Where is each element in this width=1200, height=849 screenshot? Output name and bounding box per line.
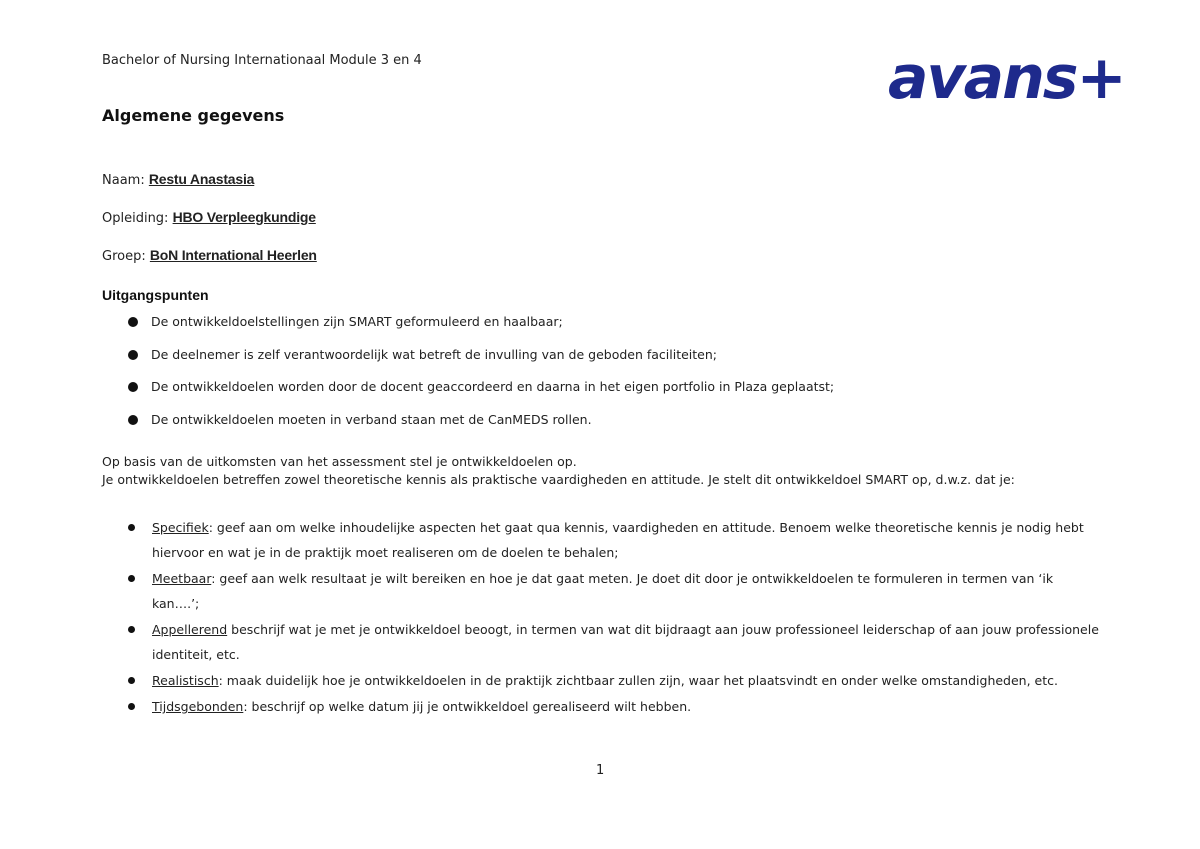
smart-term: Realistisch [152,673,219,688]
paragraph-line: Je ontwikkeldoelen betreffen zowel theoretische kennis als praktische vaardigheden en attitude. Je stelt dit ontwikkeldoel SMART op, d.w.z. dat je: [102,472,1015,487]
page-number: 1 [596,763,605,778]
bullet-icon [128,677,135,684]
smart-term: Meetbaar [152,571,212,586]
list-item: De ontwikkeldoelen worden door de docent geaccordeerd en daarna in het eigen portfolio in Plaza geplaatst; [128,378,834,411]
svg-text:avans+: avans+ [888,48,1125,108]
uitgangspunten-list [128,313,834,443]
intro-paragraph [102,453,1102,489]
field-opleiding-label: Opleiding: [102,211,169,226]
field-opleiding [102,209,316,226]
smart-item-appellerend: Appellerend beschrijf wat je met je ontwikkeldoel beoogt, in termen van wat dit bijdraagt aan jouw professioneel leiderschap of aan jouw professionele identiteit, etc. [128,617,1103,667]
field-naam [102,171,254,188]
smart-term: Appellerend [152,622,228,637]
smart-list [128,515,1103,720]
list-item: De deelnemer is zelf verantwoordelijk wat betreft de invulling van de geboden faciliteiten; [128,346,834,379]
bullet-icon [128,415,138,425]
smart-item-specifiek: Specifiek: geef aan om welke inhoudelijke aspecten het gaat qua kennis, vaardigheden en attitude. Benoem welke theoretische kennis je nodig hebt hiervoor en wat je in de praktijk moet realiseren om de doelen te behalen; [128,515,1103,565]
bullet-icon [128,350,138,360]
list-item: De ontwikkeldoelstellingen zijn SMART geformuleerd en haalbaar; [128,313,834,346]
field-groep-value: BoN International Heerlen [149,247,317,263]
smart-term: Specifiek [152,520,209,535]
smart-term: Tijdsgebonden [152,699,244,714]
avans-logo [886,48,1148,108]
field-naam-value: Restu Anastasia [148,171,255,187]
smart-item-tijdsgebonden: Tijdsgebonden: beschrijf op welke datum jij je ontwikkeldoel gerealiseerd wilt hebben. [128,694,1103,719]
field-naam-label: Naam: [102,173,145,188]
bullet-icon [128,382,138,392]
uitgangspunten-title: Uitgangspunten [102,287,209,303]
bullet-icon [128,703,135,710]
bullet-icon [128,575,135,582]
field-groep-label: Groep: [102,249,146,264]
header-course: Bachelor of Nursing Internationaal Module 3 en 4 [102,53,422,68]
bullet-icon [128,626,135,633]
list-item: De ontwikkeldoelen moeten in verband staan met de CanMEDS rollen. [128,411,834,444]
smart-item-realistisch: Realistisch: maak duidelijk hoe je ontwikkeldoelen in de praktijk zichtbaar zullen zijn, waar het plaatsvindt en onder welke omstandigheden, etc. [128,668,1103,693]
field-opleiding-value: HBO Verpleegkundige [172,209,316,225]
smart-item-meetbaar: Meetbaar: geef aan welk resultaat je wilt bereiken en hoe je dat gaat meten. Je doet dit door je ontwikkeldoelen te formuleren in termen van ‘ik kan….’; [128,566,1103,616]
bullet-icon [128,524,135,531]
bullet-icon [128,317,138,327]
paragraph-line: Op basis van de uitkomsten van het assessment stel je ontwikkeldoelen op. [102,454,577,469]
section-title: Algemene gegevens [102,106,285,125]
field-groep [102,247,317,264]
